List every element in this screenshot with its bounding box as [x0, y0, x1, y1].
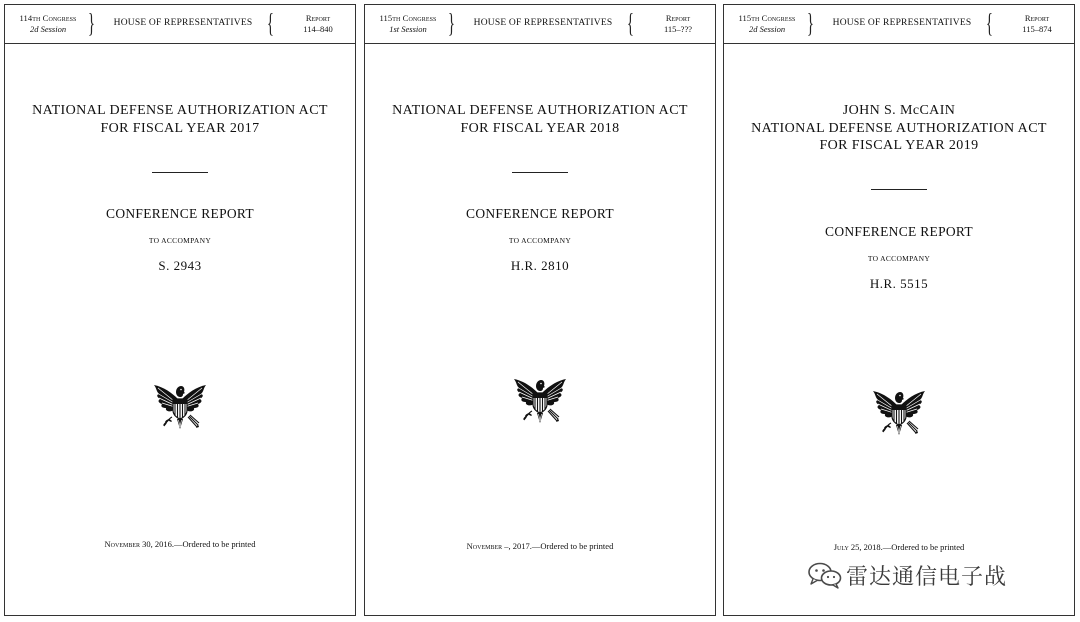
print-rest: –, 2017.—Ordered to be printed: [502, 541, 614, 551]
report-number: 115–874: [1022, 24, 1052, 34]
congress-word: Congress: [42, 13, 77, 23]
congress-word: Congress: [402, 13, 437, 23]
congress-info: [728, 13, 806, 35]
bill-number: H.R. 5515: [869, 276, 929, 291]
watermark: [806, 560, 1007, 590]
report-cover-2019: [723, 4, 1075, 616]
eagle-seal-icon: [510, 373, 570, 429]
left-brace-icon: {: [985, 8, 994, 38]
report-title: [724, 102, 1074, 155]
chamber: HOUSE OF REPRESENTATIVES: [473, 18, 613, 28]
divider-rule: [152, 172, 208, 173]
conference-report-heading: CONFERENCE REPORT: [466, 206, 614, 221]
chamber: HOUSE OF REPRESENTATIVES: [113, 18, 253, 28]
print-month: July: [833, 542, 849, 552]
report-info: [647, 13, 709, 35]
divider-rule: [512, 172, 568, 173]
report-number: 115–???: [663, 24, 692, 34]
congress-number: 115th: [738, 13, 760, 23]
report-number: 114–840: [303, 24, 333, 34]
bill-number: S. 2943: [158, 258, 202, 273]
eagle-seal-icon: [150, 379, 210, 435]
session: 2d Session: [748, 24, 786, 34]
print-rest: 30, 2016.—Ordered to be printed: [140, 539, 256, 549]
title-line: FOR FISCAL YEAR 2019: [819, 138, 979, 153]
left-brace-icon: {: [626, 8, 635, 38]
report-title: [5, 102, 355, 137]
to-accompany: TO ACCOMPANY: [508, 236, 572, 245]
print-rest: 25, 2018.—Ordered to be printed: [848, 542, 965, 552]
report-word: Report: [1024, 13, 1050, 23]
title-line: NATIONAL DEFENSE AUTHORIZATION ACT: [392, 103, 688, 118]
report-info: [287, 13, 349, 35]
print-order-line: [365, 541, 715, 551]
right-brace-icon: }: [806, 8, 815, 38]
to-accompany: TO ACCOMPANY: [867, 254, 931, 263]
print-order-line: [724, 542, 1074, 552]
report-info: [1006, 13, 1068, 35]
eagle-seal-icon: [869, 385, 929, 441]
report-title: [365, 102, 715, 137]
to-accompany: TO ACCOMPANY: [148, 236, 212, 245]
report-cover-2017: [4, 4, 356, 616]
session: 2d Session: [29, 24, 67, 34]
conference-report-heading: CONFERENCE REPORT: [825, 224, 973, 239]
divider-rule: [871, 189, 927, 190]
title-line: JOHN S. McCAIN: [842, 103, 956, 118]
report-header: [5, 5, 355, 44]
left-brace-icon: {: [266, 8, 275, 38]
conference-report-heading: CONFERENCE REPORT: [106, 206, 254, 221]
report-header: [365, 5, 715, 44]
title-line: NATIONAL DEFENSE AUTHORIZATION ACT: [751, 120, 1047, 136]
right-brace-icon: }: [87, 8, 96, 38]
title-line: FOR FISCAL YEAR 2018: [460, 120, 620, 136]
congress-number: 114th: [19, 13, 41, 23]
title-line: FOR FISCAL YEAR 2017: [100, 120, 260, 136]
report-cover-2018: [364, 4, 716, 616]
congress-info: [369, 13, 447, 35]
congress-info: [9, 13, 87, 35]
report-word: Report: [305, 13, 331, 23]
congress-word: Congress: [761, 13, 796, 23]
watermark-text: 雷达通信电子战: [846, 564, 1008, 590]
title-line: NATIONAL DEFENSE AUTHORIZATION ACT: [32, 103, 328, 118]
congress-number: 115th: [379, 13, 401, 23]
session: 1st Session: [389, 24, 427, 34]
print-order-line: [5, 539, 355, 549]
bill-number: H.R. 2810: [510, 258, 570, 273]
print-month: November: [104, 539, 141, 549]
report-word: Report: [665, 13, 691, 23]
right-brace-icon: }: [447, 8, 456, 38]
report-header: [724, 5, 1074, 44]
print-month: November: [466, 541, 503, 551]
wechat-icon: [806, 560, 846, 590]
chamber: HOUSE OF REPRESENTATIVES: [832, 18, 972, 28]
